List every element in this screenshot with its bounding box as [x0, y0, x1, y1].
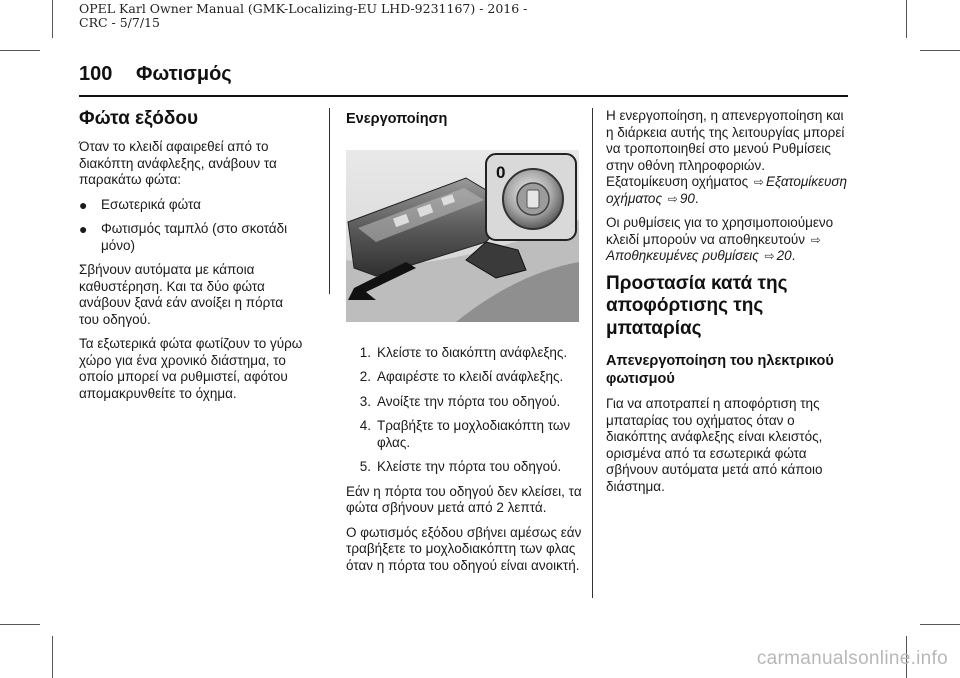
section-title: Προστασία κατά της αποφόρτισης της μπαταρίας [606, 272, 788, 339]
crop-mark [906, 0, 907, 38]
crop-mark [920, 50, 960, 51]
step-text: Τραβήξτε το μοχλοδιακόπτη των φλας. [377, 418, 571, 450]
page-reference-icon: ⇨ [753, 175, 764, 189]
ignition-position-label: 0 [496, 163, 506, 182]
page-reference-icon: ⇨ [667, 191, 678, 206]
section-title: Φώτα εξόδου [79, 108, 199, 129]
page-reference[interactable]: 90 [679, 190, 695, 206]
step-number: 4. [359, 418, 371, 433]
print-header-line2: CRC - 5/7/15 [79, 15, 160, 30]
list-item [346, 345, 584, 362]
header-rule [79, 95, 848, 97]
print-header [79, 2, 527, 30]
page-heading [79, 63, 232, 86]
paragraph: Οι ρυθμίσεις για το χρησιμοποιούμενο κλειδί μπορούν να αποθηκευτούν ⇨Αποθηκευμένες ρυθμίσεις ⇨ 20. [606, 215, 834, 263]
page-reference[interactable]: 20 [776, 248, 792, 263]
crop-mark [920, 624, 960, 625]
paragraph-text: Οι ρυθμίσεις για το χρησιμοποιούμενο κλειδί μπορούν να αποθηκευτούν [606, 215, 834, 247]
turn-signal-lever-illustration [346, 150, 579, 322]
step-number: 2. [359, 369, 371, 384]
column-2 [346, 108, 584, 582]
list-item [346, 394, 584, 411]
crop-mark [52, 636, 53, 678]
column-divider [592, 108, 593, 598]
bullet-text: Εσωτερικά φώτα [101, 196, 201, 212]
print-header-line1: OPEL Karl Owner Manual (GMK-Localizing-EU LHD-9231167) - 2016 - [79, 1, 528, 16]
list-item [346, 418, 584, 451]
paragraph-text: Η ενεργοποίηση, η απενεργοποίηση και η διάρκεια αυτής της λειτουργίας μπορεί να τροποποιηθεί στο μενού Ρυθμίσεις στην οθόνη πληροφοριών. Εξατομίκευση οχήματος [606, 108, 845, 189]
step-number: 5. [359, 459, 371, 474]
step-text: Κλείστε την πόρτα του οδηγού. [377, 459, 562, 474]
step-number: 1. [359, 344, 371, 360]
crop-mark [0, 624, 40, 625]
column-divider [329, 108, 330, 294]
subsection-title: Ενεργοποίηση [346, 111, 448, 127]
paragraph: Για να αποτραπεί η αποφόρτιση της μπαταρίας του οχήματος όταν ο διακόπτης ανάφλεξης είναι κλειστός, ορισμένα από τα εσωτερικά φώτα σβήνουν αυτόματα μετά από κάποιο διάστημα. [606, 396, 823, 494]
chapter-title: Φωτισμός [135, 63, 232, 85]
step-text: Αφαιρέστε το κλειδί ανάφλεξης. [377, 369, 564, 384]
page-reference-icon: ⇨ [810, 232, 821, 247]
paragraph: Εάν η πόρτα του οδηγού δεν κλείσει, τα φώτα σβήνουν μετά από 2 λεπτά. [346, 483, 582, 515]
crop-mark [52, 0, 53, 38]
cross-reference-link[interactable]: Αποθηκευμένες ρυθμίσεις [606, 248, 759, 263]
list-item [346, 369, 584, 386]
page-number: 100 [79, 63, 113, 85]
paragraph: Όταν το κλειδί αφαιρεθεί από το διακόπτη ανάφλεξης, ανάβουν τα παρακάτω φώτα: [79, 139, 277, 187]
page-reference-icon: ⇨ [764, 249, 775, 263]
column-1 [79, 108, 304, 410]
paragraph: Τα εξωτερικά φώτα φωτίζουν το γύρω χώρο για ένα χρονικό διάστημα, το οποίο μπορεί να ρυθμιστεί, αφότου απομακρυνθείτε το όχημα. [79, 336, 303, 401]
subsection-title: Απενεργοποίηση του ηλεκτρικού φωτισμού [606, 353, 834, 387]
crop-mark [0, 50, 40, 51]
steps-list [346, 345, 584, 476]
paragraph: Ο φωτισμός εξόδου σβήνει αμέσως εάν τραβήξετε το μοχλοδιακόπτη των φλας όταν η πόρτα του οδηγού είναι ανοικτή. [346, 524, 582, 573]
step-number: 3. [359, 393, 371, 409]
bullet-icon: ● [79, 221, 88, 237]
step-text: Ανοίξτε την πόρτα του οδηγού. [377, 393, 561, 409]
bullet-item [79, 197, 304, 214]
bullet-text: Φωτισμός ταμπλό (στο σκοτάδι μόνο) [101, 221, 288, 253]
bullet-icon: ● [79, 196, 88, 213]
cross-reference-link[interactable]: Εξατομίκευση οχήματος [606, 174, 848, 206]
paragraph: Η ενεργοποίηση, η απενεργοποίηση και η διάρκεια αυτής της λειτουργίας μπορεί να τροποποιηθεί στο μενού Ρυθμίσεις στην οθόνη πληροφοριών. Εξατομίκευση οχήματος ⇨ Εξατομίκευση οχήματος ⇨ 90. [606, 108, 848, 206]
bullet-item [79, 221, 304, 254]
list-item [346, 459, 584, 476]
watermark: carmanualsonline.info [756, 648, 948, 669]
column-3 [606, 108, 848, 503]
paragraph: Σβήνουν αυτόματα με κάποια καθυστέρηση. Και τα δύο φώτα ανάβουν ξανά εάν ανοίξει η πόρτα του οδηγού. [79, 262, 284, 327]
step-text: Κλείστε το διακόπτη ανάφλεξης. [377, 344, 568, 360]
